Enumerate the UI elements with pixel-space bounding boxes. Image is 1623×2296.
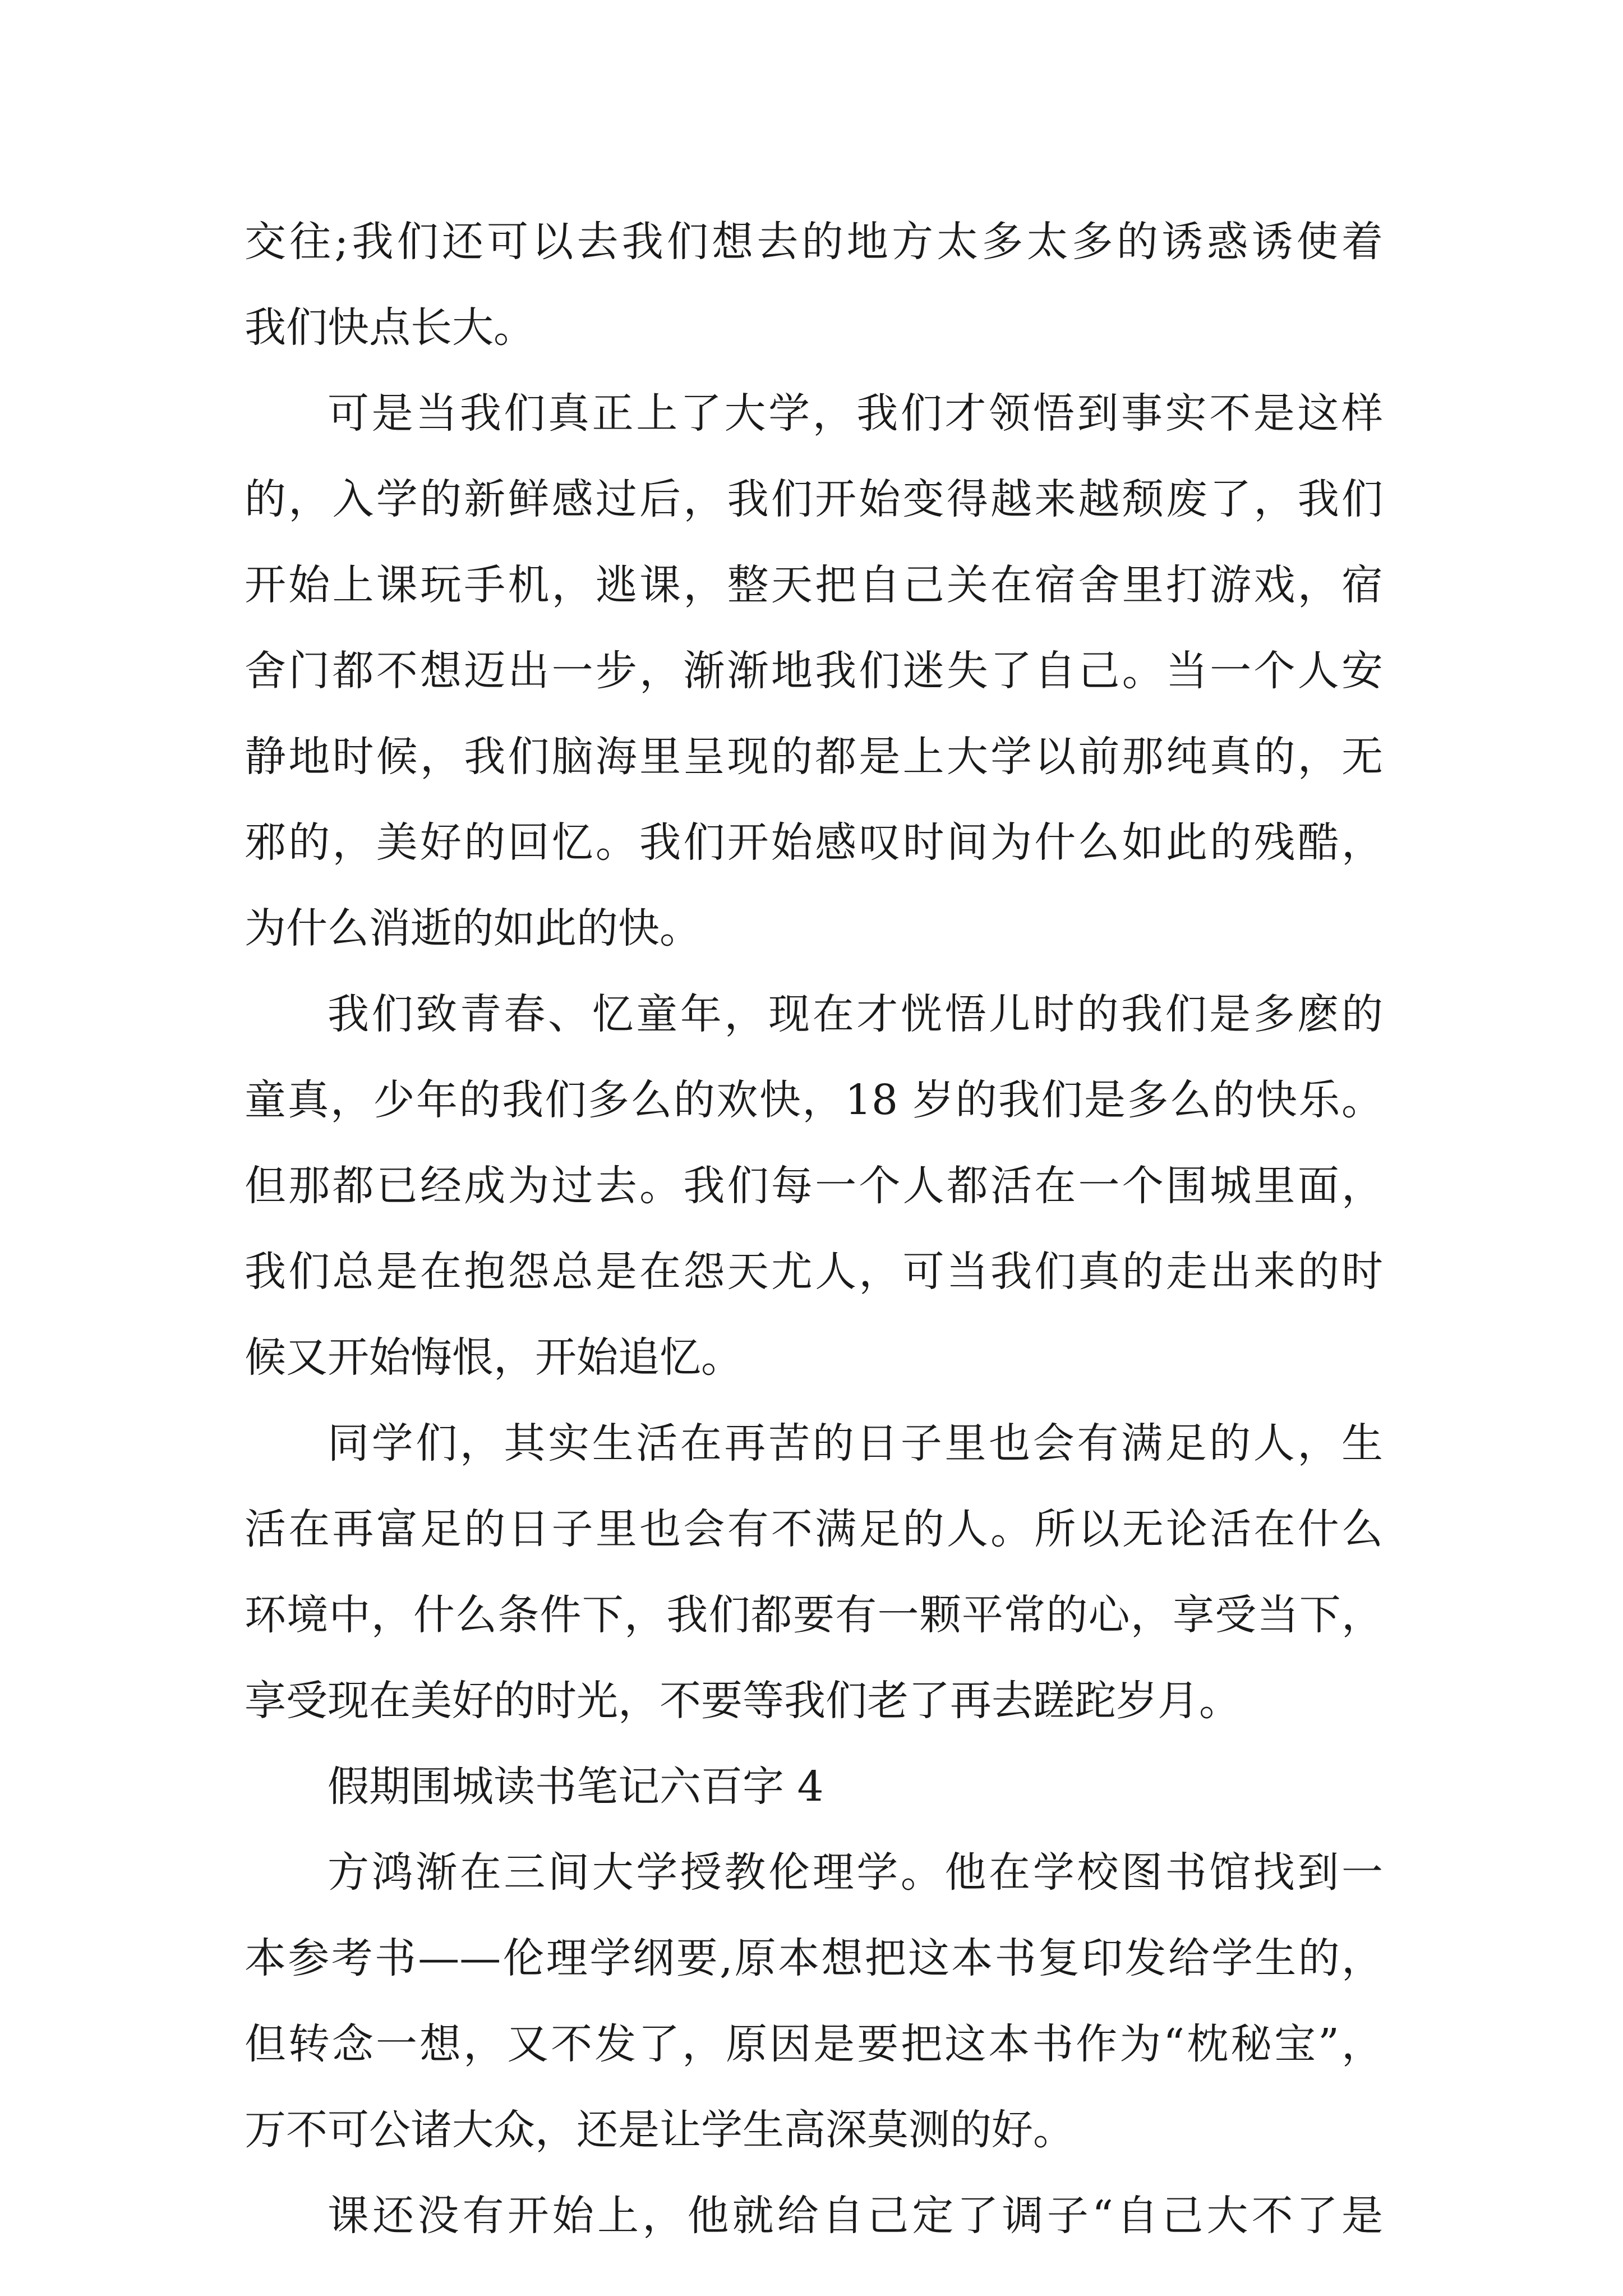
text-line: 但转念一想，又不发了，原因是要把这本书作为“枕秘宝”，: [245, 2020, 1383, 2068]
text-line: 本参考书——伦理学纲要,原本想把这本书复印发给学生的，: [245, 1934, 1383, 1982]
section-heading: 假期围城读书笔记六百字 4: [328, 1763, 824, 1811]
text-line: 候又开始悔恨，开始追忆。: [245, 1333, 743, 1382]
text-line: 的，入学的新鲜感过后，我们开始变得越来越颓废了，我们: [245, 475, 1383, 523]
text-line: 环境中，什么条件下，我们都要有一颗平常的心，享受当下，: [245, 1591, 1383, 1639]
paragraph-first-line: 同学们，其实生活在再苦的日子里也会有满足的人，生: [328, 1419, 1383, 1467]
text-line: 我们总是在抱怨总是在怨天尤人，可当我们真的走出来的时: [245, 1248, 1383, 1296]
paragraph-first-line: 可是当我们真正上了大学，我们才领悟到事实不是这样: [328, 389, 1383, 438]
document-body: [245, 199, 1383, 2259]
text-line: 邪的，美好的回忆。我们开始感叹时间为什么如此的残酷，: [245, 818, 1383, 867]
paragraph-first-line: 我们致青春、忆童年，现在才恍悟儿时的我们是多麽的: [328, 990, 1383, 1038]
text-line: 交往;我们还可以去我们想去的地方太多太多的诱惑诱使着: [245, 218, 1383, 266]
text-line: 万不可公诸大众，还是让学生高深莫测的好。: [245, 2106, 1075, 2154]
paragraph-first-line: 方鸿渐在三间大学授教伦理学。他在学校图书馆找到一: [328, 1848, 1383, 1897]
text-line: 享受现在美好的时光，不要等我们老了再去蹉跎岁月。: [245, 1677, 1241, 1725]
paragraph-first-line: 课还没有开始上，他就给自己定了调子“自己大不了是: [328, 2192, 1383, 2240]
text-line: 童真，少年的我们多么的欢快，18 岁的我们是多么的快乐。: [245, 1076, 1383, 1124]
text-line: 但那都已经成为过去。我们每一个人都活在一个围城里面，: [245, 1162, 1383, 1210]
text-line: 活在再富足的日子里也会有不满足的人。所以无论活在什么: [245, 1505, 1383, 1553]
text-line: 静地时候，我们脑海里呈现的都是上大学以前那纯真的，无: [245, 733, 1383, 781]
text-line: 开始上课玩手机，逃课，整天把自己关在宿舍里打游戏，宿: [245, 561, 1383, 609]
text-line: 舍门都不想迈出一步，渐渐地我们迷失了自己。当一个人安: [245, 647, 1383, 695]
text-line: 为什么消逝的如此的快。: [245, 904, 701, 953]
text-line: 我们快点长大。: [245, 303, 535, 352]
